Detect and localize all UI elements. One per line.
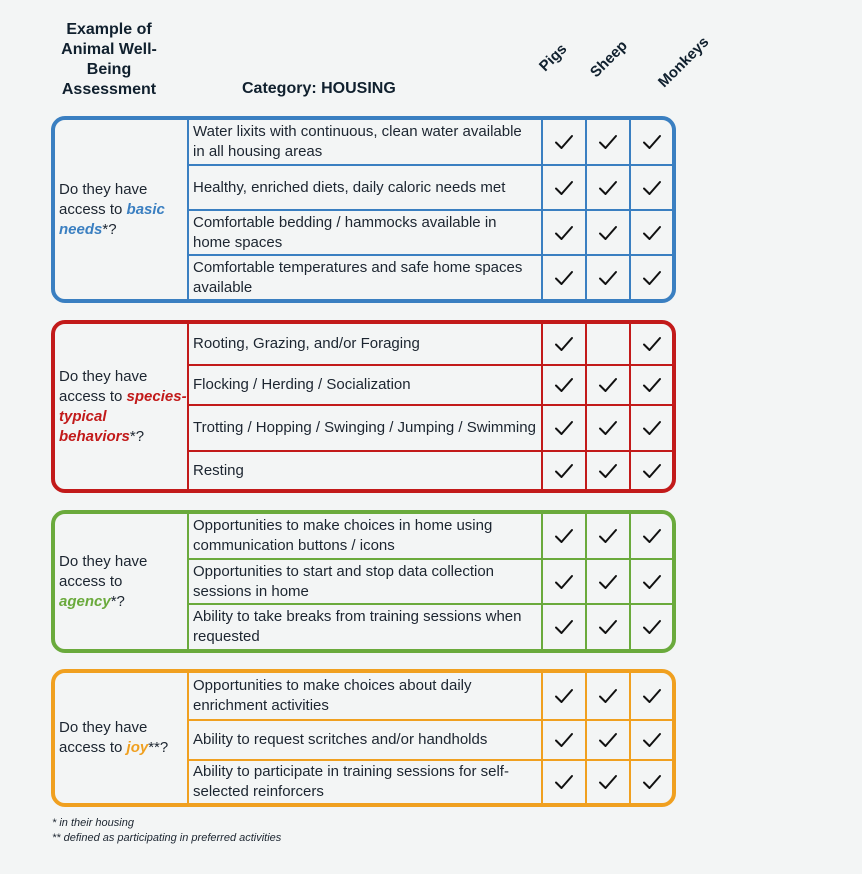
checkmark-icon	[598, 528, 618, 544]
question-cell	[55, 673, 189, 803]
check-cell-pigs	[543, 406, 587, 450]
check-cell-monkeys	[631, 721, 672, 759]
checkmark-icon	[598, 270, 618, 286]
checkmark-icon	[598, 180, 618, 196]
criterion-text: Ability to participate in training sessions for self-selected reinforcers	[189, 761, 543, 803]
criterion-text: Resting	[189, 452, 543, 489]
question-prefix: Do they have access to	[59, 367, 148, 405]
checkmark-icon	[642, 225, 662, 241]
check-cell-monkeys	[631, 406, 672, 450]
question-keyword: basic needs	[59, 200, 165, 238]
check-cell-monkeys	[631, 560, 672, 603]
checkmark-icon	[554, 463, 574, 479]
question-keyword: species-typical behaviors	[59, 387, 187, 445]
table-row	[189, 324, 672, 366]
checkmark-icon	[642, 420, 662, 436]
criterion-text: Comfortable temperatures and safe home spaces available	[189, 256, 543, 299]
checkmark-icon	[642, 336, 662, 352]
table-row	[189, 166, 672, 211]
check-cell-pigs	[543, 166, 587, 209]
checkmark-icon	[642, 463, 662, 479]
check-cell-sheep	[587, 166, 631, 209]
checkmark-icon	[598, 134, 618, 150]
assessment-title: Example of Animal Well-Being Assessment	[61, 21, 157, 98]
question-suffix: *?	[129, 427, 145, 445]
column-header-pigs: Pigs	[535, 40, 571, 75]
checkmark-icon	[642, 574, 662, 590]
check-cell-monkeys	[631, 324, 672, 364]
check-cell-sheep	[587, 452, 631, 489]
check-cell-sheep	[587, 211, 631, 254]
check-cell-monkeys	[631, 120, 672, 164]
check-cell-pigs	[543, 324, 587, 364]
column-header-monkeys: Monkeys	[654, 33, 713, 91]
check-cell-sheep	[587, 514, 631, 558]
check-cell-sheep	[587, 761, 631, 803]
checkmark-icon	[554, 336, 574, 352]
criterion-text: Opportunities to start and stop data collection sessions in home	[189, 560, 543, 603]
check-cell-pigs	[543, 673, 587, 719]
check-cell-pigs	[543, 452, 587, 489]
checkmark-icon	[554, 732, 574, 748]
checkmark-icon	[598, 619, 618, 635]
table-row	[189, 721, 672, 761]
check-cell-pigs	[543, 256, 587, 299]
checkmark-icon	[554, 420, 574, 436]
check-cell-pigs	[543, 120, 587, 164]
question-cell	[55, 324, 189, 489]
checkmark-icon	[598, 377, 618, 393]
question-keyword: joy	[126, 739, 149, 756]
checkmark-icon	[554, 270, 574, 286]
checkmark-icon	[642, 688, 662, 704]
check-cell-sheep	[587, 560, 631, 603]
check-cell-sheep	[587, 406, 631, 450]
table-row	[189, 673, 672, 721]
check-cell-sheep	[587, 366, 631, 404]
question-prefix: Do they have access to	[59, 180, 148, 218]
table-row	[189, 514, 672, 560]
group-species-typical-behaviors	[51, 320, 676, 493]
check-cell-monkeys	[631, 514, 672, 558]
question-suffix: *?	[102, 220, 117, 238]
check-cell-sheep	[587, 120, 631, 164]
checkmark-icon	[554, 528, 574, 544]
checkmark-icon	[598, 774, 618, 790]
checkmark-icon	[598, 420, 618, 436]
check-cell-monkeys	[631, 256, 672, 299]
table-row	[189, 452, 672, 489]
criterion-text: Ability to request scritches and/or handholds	[189, 721, 543, 759]
group-agency	[51, 510, 676, 653]
criterion-text: Opportunities to make choices in home using communication buttons / icons	[189, 514, 543, 558]
table-row	[189, 366, 672, 406]
table-row	[189, 120, 672, 166]
question-cell	[55, 514, 189, 649]
check-cell-monkeys	[631, 673, 672, 719]
footnote-1: * in their housing	[52, 817, 134, 829]
checkmark-icon	[642, 619, 662, 635]
criterion-text: Rooting, Grazing, and/or Foraging	[189, 324, 543, 364]
checkmark-icon	[598, 732, 618, 748]
check-cell-sheep	[587, 324, 631, 364]
criterion-text: Healthy, enriched diets, daily caloric needs met	[189, 166, 543, 209]
table-row	[189, 761, 672, 803]
check-cell-sheep	[587, 256, 631, 299]
check-cell-sheep	[587, 605, 631, 649]
checkmark-icon	[642, 774, 662, 790]
criterion-text: Opportunities to make choices about daily enrichment activities	[189, 673, 543, 719]
table-row	[189, 211, 672, 256]
column-header-sheep: Sheep	[586, 37, 631, 81]
category-label: Category: HOUSING	[242, 80, 396, 97]
question-suffix: *?	[110, 592, 125, 610]
checkmark-icon	[554, 774, 574, 790]
checkmark-icon	[642, 377, 662, 393]
checkmark-icon	[598, 574, 618, 590]
table-row	[189, 560, 672, 605]
checkmark-icon	[642, 180, 662, 196]
criterion-text: Trotting / Hopping / Swinging / Jumping / Swimming	[189, 406, 543, 450]
criterion-text: Water lixits with continuous, clean water available in all housing areas	[189, 120, 543, 164]
checkmark-icon	[554, 225, 574, 241]
checkmark-icon	[642, 528, 662, 544]
question-prefix: Do they have access to	[59, 719, 148, 756]
check-cell-pigs	[543, 366, 587, 404]
checkmark-icon	[554, 688, 574, 704]
checkmark-icon	[642, 134, 662, 150]
group-joy	[51, 669, 676, 807]
table-row	[189, 605, 672, 649]
check-cell-sheep	[587, 673, 631, 719]
question-keyword: agency	[59, 592, 111, 610]
checkmark-icon	[598, 225, 618, 241]
checkmark-icon	[554, 377, 574, 393]
check-cell-monkeys	[631, 166, 672, 209]
check-cell-sheep	[587, 721, 631, 759]
check-cell-pigs	[543, 721, 587, 759]
checkmark-icon	[598, 463, 618, 479]
checkmark-icon	[554, 574, 574, 590]
checkmark-icon	[598, 688, 618, 704]
checkmark-icon	[554, 134, 574, 150]
check-cell-pigs	[543, 605, 587, 649]
table-row	[189, 406, 672, 452]
checkmark-icon	[554, 180, 574, 196]
criterion-text: Ability to take breaks from training sessions when requested	[189, 605, 543, 649]
check-cell-monkeys	[631, 452, 672, 489]
check-cell-monkeys	[631, 211, 672, 254]
table-row	[189, 256, 672, 299]
criterion-text: Comfortable bedding / hammocks available in home spaces	[189, 211, 543, 254]
checkmark-icon	[642, 732, 662, 748]
group-basic-needs	[51, 116, 676, 303]
checkmark-icon	[642, 270, 662, 286]
check-cell-monkeys	[631, 761, 672, 803]
footnote-2: ** defined as participating in preferred activities	[52, 832, 282, 844]
criterion-text: Flocking / Herding / Socialization	[189, 366, 543, 404]
check-cell-pigs	[543, 560, 587, 603]
question-cell	[55, 120, 189, 299]
check-cell-pigs	[543, 514, 587, 558]
check-cell-pigs	[543, 761, 587, 803]
checkmark-icon	[554, 619, 574, 635]
check-cell-pigs	[543, 211, 587, 254]
question-suffix: **?	[148, 739, 169, 756]
check-cell-monkeys	[631, 605, 672, 649]
check-cell-monkeys	[631, 366, 672, 404]
footnotes	[52, 816, 281, 846]
question-prefix: Do they have access to	[59, 552, 148, 590]
